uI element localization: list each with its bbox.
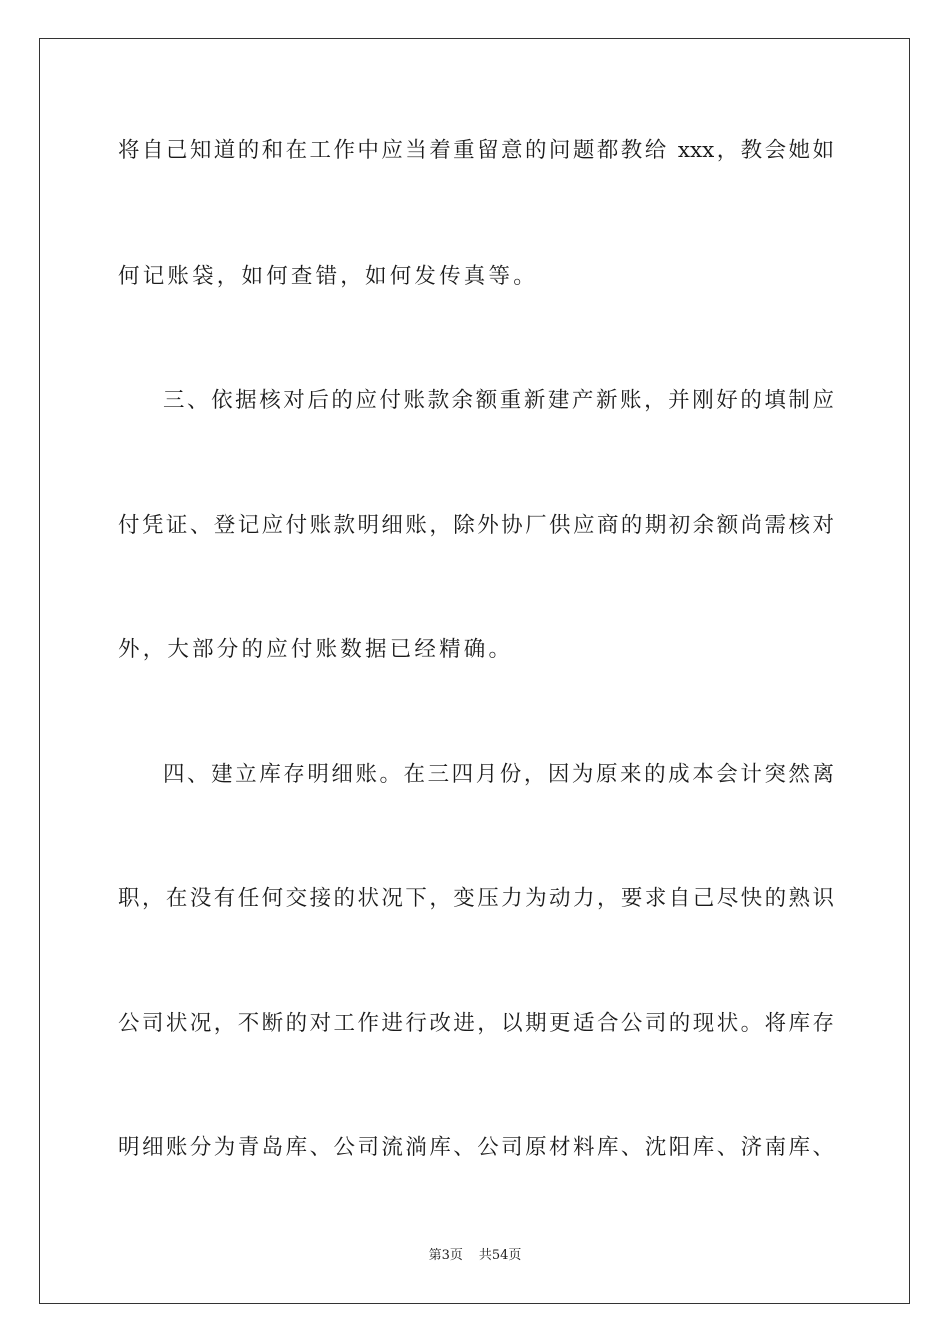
paragraph-line-9: 明细账分为青岛库、公司流淌库、公司原材料库、沈阳库、济南库、 — [118, 1135, 834, 1160]
paragraph-line-5: 外，大部分的应付账数据已经精确。 — [118, 637, 514, 662]
paragraph-line-6: 四、建立库存明细账。在三四月份，因为原来的成本会计突然离 — [163, 762, 834, 787]
paragraph-line-8: 公司状况，不断的对工作进行改进，以期更适合公司的现状。将库存 — [118, 1011, 834, 1036]
paragraph-line-3: 三、依据核对后的应付账款余额重新建产新账，并刚好的填制应 — [163, 388, 834, 413]
paragraph-line-1: 将自己知道的和在工作中应当着重留意的问题都教给 xxx，教会她如 — [118, 138, 834, 163]
page-footer — [0, 1247, 950, 1265]
total-pages: 共54页 — [478, 1248, 522, 1263]
page-number: 第3页 — [428, 1248, 463, 1263]
page-border — [39, 38, 910, 1304]
paragraph-line-4: 付凭证、登记应付账款明细账，除外协厂供应商的期初余额尚需核对 — [118, 513, 834, 538]
paragraph-line-2: 何记账袋，如何查错，如何发传真等。 — [118, 264, 538, 289]
paragraph-line-7: 职，在没有任何交接的状况下，变压力为动力，要求自己尽快的熟识 — [118, 886, 834, 911]
